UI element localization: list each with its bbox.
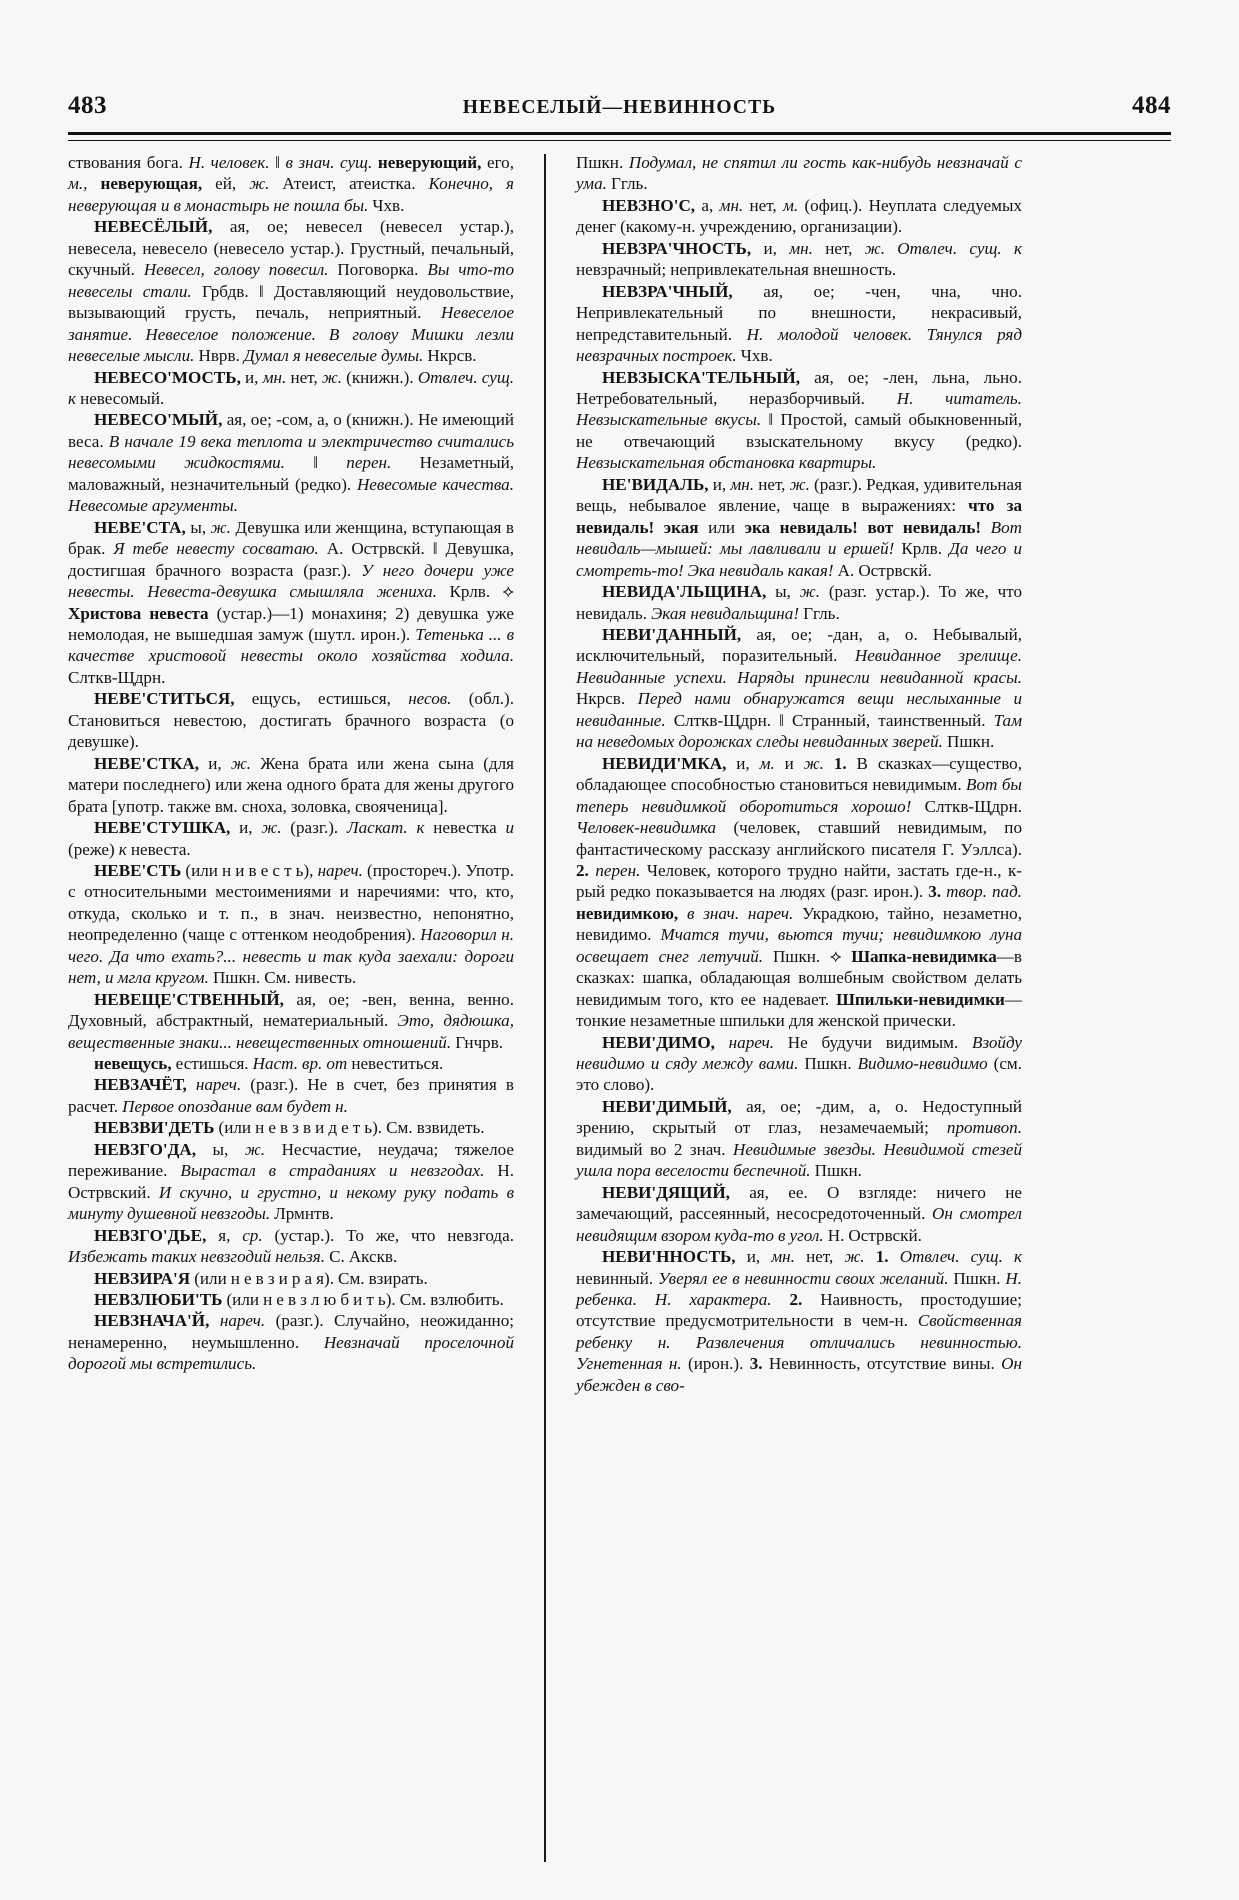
dictionary-entry: НЕВЗРА'ЧНОСТЬ, и, мн. нет, ж. Отвлеч. сущ. к невзрачный; непривлекательная внешность.: [576, 238, 1022, 280]
running-head: [68, 92, 1171, 126]
dictionary-entry: НЕ'ВИДАЛЬ, и, мн. нет, ж. (разг.). Редкая, удивительная вещь, небывалое явление, чаще в выражениях: что за невидаль! экая или эка невидаль! вот невидаль! Вот невидаль—мышей: мы лавливали и ершей! Крлв. Да чего и смотреть-то! Эка невидаль какая! А. Острвскй.: [576, 474, 1022, 580]
dictionary-entry: НЕВЗАЧЁТ, нареч. (разг.). Не в счет, без принятия в расчет. Первое опоздание вам будет н.: [68, 1075, 514, 1116]
dictionary-entry: НЕВЕСО'МЫЙ, ая, ое; -сом, а, о (книжн.). Не имеющий веса. В начале 19 века теплота и электричество считались невесомыми жидкостями. ‖ перен. Незаметный, маловажный, незначительный (редко). Невесомые качества. Невесомые аргументы.: [68, 410, 515, 516]
dictionary-entry: ствования бога. Н. человек. ‖ в знач. сущ. неверующий, его, м., неверующая, ей, ж. Атеист, атеистка. Конечно, я неверующая и в монастырь не пошла бы. Чхв.: [68, 153, 514, 215]
dictionary-entry: НЕВИ'ДИМО, нареч. Не будучи видимым. Взойду невидимо и сяду между вами. Пшкн. Видимо-невидимо (см. это слово).: [576, 1032, 1022, 1095]
column-right: [558, 152, 1022, 1862]
dictionary-entry: НЕВИ'ДИМЫЙ, ая, ое; -дим, а, о. Недоступный зрению, скрытый от глаз, незамечаемый; противоп. видимый во 2 знач. Невидимые звезды. Невидимой стезей ушла пора веселости беспечной. Пшкн.: [576, 1096, 1023, 1181]
running-head-title: НЕВЕСЕЛЫЙ—НЕВИННОСТЬ: [462, 97, 777, 118]
dictionary-entry: НЕВЕ'СТУШКА, и, ж. (разг.). Ласкат. к невестка и (реже) к невеста.: [68, 818, 514, 859]
column-left: [68, 152, 532, 1862]
dictionary-entry: невещусь, естишься. Наст. вр. от невеститься.: [94, 1054, 444, 1074]
dictionary-entry: НЕВЗИРА'Я (или н е в з и р а я). См. взирать.: [94, 1268, 428, 1288]
dictionary-entry: НЕВЕ'СТИТЬСЯ, ещусь, естишься, несов. (обл.). Становиться невестою, достигать брачного возраста (о девушке).: [68, 689, 515, 752]
dictionary-entry: НЕВЕЩЕ'СТВЕННЫЙ, ая, ое; -вен, венна, венно. Духовный, абстрактный, нематериальный. Это, дядюшка, вещественные знаки... невещественных отношений. Гнчрв.: [68, 989, 514, 1052]
folio-right: 484: [1132, 92, 1171, 119]
dictionary-entry: НЕВЗЛЮБИ'ТЬ (или н е в з л ю б и т ь). См. взлюбить.: [94, 1290, 504, 1310]
dictionary-entry: НЕВЗГО'ДЬЕ, я, ср. (устар.). То же, что невзгода. Избежать таких невзгодий нельзя. С. Акскв.: [68, 1225, 514, 1267]
dictionary-entry: НЕВЗЫСКА'ТЕЛЬНЫЙ, ая, ое; -лен, льна, льно. Нетребовательный, неразборчивый. Н. читатель. Невзыскательные вкусы. ‖ Простой, самый обыкновенный, не отвечающий взыскательному вкусу (редко). Невзыскательная обстановка квартиры.: [576, 367, 1022, 473]
folio-left: 483: [68, 92, 107, 119]
dictionary-entry: НЕВИ'ДЯЩИЙ, ая, ее. О взгляде: ничего не замечающий, рассеянный, несосредоточенный. Он смотрел невидящим взором куда-то в угол. Н. Острвскй.: [576, 1182, 1022, 1245]
column-divider: [544, 154, 546, 1862]
dictionary-entry: НЕВЕ'СТЬ (или н и в е с т ь), нареч. (простореч.). Употр. с относительными местоимениями и наречиями: что, кто, откуда, сколько и т. п., в знач. неизвестно, непонятно, неопределенно (чаще с оттенком неодобрения). Наговорил н. чего. Да что ехать?... невесть и так куда заехали: дороги нет, и мгла кругом. Пшкн. См. нивесть.: [68, 860, 515, 988]
dictionary-entry: НЕВИДА'ЛЬЩИНА, ы, ж. (разг. устар.). То же, что невидаль. Экая невидальщина! Ггль.: [576, 582, 1023, 623]
dictionary-entry: НЕВЕСЁЛЫЙ, ая, ое; невесел (невесел устар.), невесела, невесело (невесело устар.). Грустный, печальный, скучный. Невесел, голову повесил. Поговорка. Вы что-то невеселы стали. Грбдв. ‖ Доставляющий неудовольствие, вызывающий грусть, печаль, неприятный. Невеселое занятие. Невеселое положение. В голову Мишки лезли невеселые мысли. Нврв. Думал я невеселые думы. Нкрсв.: [68, 217, 515, 366]
dictionary-entry: НЕВИ'ННОСТЬ, и, мн. нет, ж. 1. Отвлеч. сущ. к невинный. Уверял ее в невинности своих желаний. Пшкн. Н. ребенка. Н. характера. 2. Наивность, простодушие; отсутствие предусмотрительности в чем-н. Свойственная ребенку н. Развлечения отличались невинностью. Угнетенная н. (ирон.). 3. Невинность, отсутствие вины. Он убежден в сво-: [576, 1247, 1023, 1395]
dictionary-entry: НЕВЗНАЧА'Й, нареч. (разг.). Случайно, неожиданно; ненамеренно, неумышленно. Невзначай проселочной дорогой мы встретились.: [68, 1311, 514, 1374]
dictionary-entry: НЕВИ'ДАННЫЙ, ая, ое; -дан, а, о. Небывалый, исключительный, поразительный. Невиданное зрелище. Невиданные успехи. Наряды принесли невиданной красы. Нкрсв. Перед нами обнаружатся вещи неслыханные и невиданные. Слткв-Щдрн. ‖ Странный, таинственный. Там на неведомых дорожках следы невиданных зверей. Пшкн.: [576, 624, 1022, 752]
dictionary-entry: НЕВЗРА'ЧНЫЙ, ая, ое; -чен, чна, чно. Непривлекательный по внешности, некрасивый, непредставительный. Н. молодой человек. Тянулся ряд невзрачных построек. Чхв.: [576, 281, 1022, 366]
text-columns: [68, 152, 1171, 1862]
dictionary-entry: Пшкн. Подумал, не спятил ли гость как-нибудь невзначай с ума. Ггль.: [576, 153, 1022, 194]
dictionary-entry: НЕВЗГО'ДА, ы, ж. Несчастие, неудача; тяжелое переживание. Вырастал в страданиях и невзгодах. Н. Острвский. И скучно, и грустно, и некому руку подать в минуту душевной невзгоды. Лрмнтв.: [68, 1139, 514, 1224]
dictionary-entry: НЕВЕ'СТА, ы, ж. Девушка или женщина, вступающая в брак. Я тебе невесту сосватаю. А. Острвскй. ‖ Девушка, достигшая брачного возраста (разг.). У него дочери уже невесты. Невеста-девушка смышляла жениха. Крлв. ⟡ Христова невеста (устар.)—1) монахиня; 2) девушка уже немолодая, не вышедшая замуж (шутл. ирон.). Тетенька ... в качестве христовой невесты около хозяйства ходила. Слткв-Щдрн.: [68, 517, 515, 687]
dictionary-entry: НЕВИДИ'МКА, и, м. и ж. 1. В сказках—существо, обладающее способностью становиться невидимым. Вот бы теперь невидимкой оборотиться хорошо! Слткв-Щдрн. Человек-невидимка (человек, ставший невидимым, по фантастическому рассказу английского писателя Г. Уэллса). 2. перен. Человек, которого трудно найти, застать где-н., к-рый редко показывается на людях (разг. ирон.). 3. твор. пад. невидимкою, в знач. нареч. Украдкою, тайно, незаметно, невидимо. Мчатся тучи, вьются тучи; невидимкою луна освещает снег летучий. Пшкн. ⟡ Шапка-невидимка—в сказках: шапка, обладающая волшебным свойством делать невидимым того, кто ее надевает. Шпильки-невидимки—тонкие незаметные шпильки для женской прически.: [576, 753, 1023, 1031]
dictionary-entry: НЕВЗВИ'ДЕТЬ (или н е в з в и д е т ь). См. взвидеть.: [94, 1118, 485, 1138]
dictionary-entry: НЕВЕСО'МОСТЬ, и, мн. нет, ж. (книжн.). Отвлеч. сущ. к невесомый.: [68, 367, 515, 408]
dictionary-entry: НЕВЗНО'С, а, мн. нет, м. (офиц.). Неуплата следуемых денег (какому-н. учреждению, организации).: [576, 195, 1022, 237]
header-rule: [68, 132, 1171, 141]
dictionary-entry: НЕВЕ'СТКА, и, ж. Жена брата или жена сына (для матери последнего) или жена одного брата для жены другого брата [употр. также вм. сноха, золовка, свояченица].: [68, 753, 514, 816]
